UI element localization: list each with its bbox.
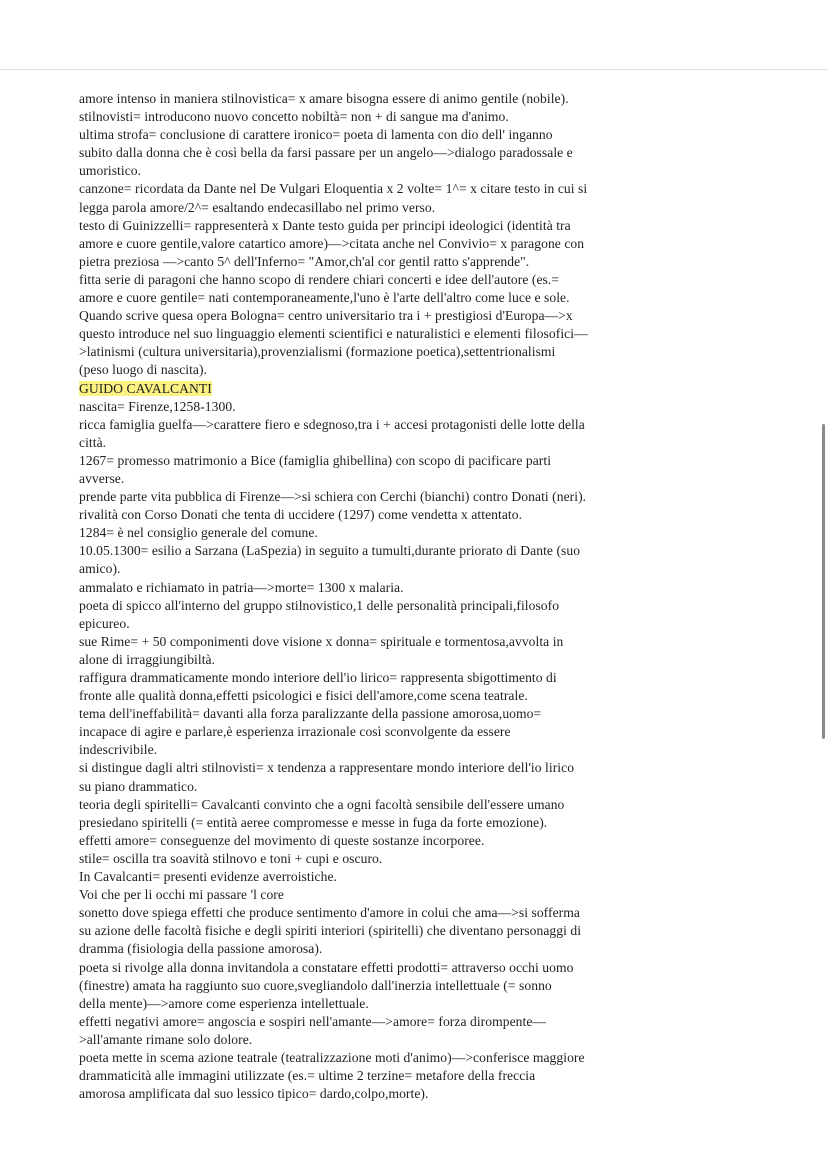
text-line: si distingue dagli altri stilnovisti= x tendenza a rappresentare mondo interiore dell'io lirico: [79, 760, 575, 776]
text-line: indescrivibile.: [79, 742, 158, 758]
text-line: nascita= Firenze,1258-1300.: [79, 398, 236, 414]
text-line: ricca famiglia guelfa—>carattere fiero e sdegnoso,tra i + accesi protagonisti delle lotte della: [79, 416, 585, 432]
text-line: stilnovisti= introducono nuovo concetto nobiltà= non + di sangue ma d'animo.: [79, 109, 509, 125]
text-line: Quando scrive quesa opera Bologna= centro universitario tra i + prestigiosi d'Europa—>x: [79, 308, 573, 324]
text-line: pietra preziosa —>canto 5^ dell'Inferno= "Amor,ch'al cor gentil ratto s'apprende".: [79, 253, 530, 269]
text-line: amore e cuore gentile,valore catartico amore)—>citata anche nel Convivio= x paragone con: [79, 235, 585, 251]
text-line: >all'amante rimane solo dolore.: [79, 1031, 253, 1047]
text-line: rivalità con Corso Donati che tenta di uccidere (1297) come vendetta x attentato.: [79, 507, 523, 523]
text-line: poeta si rivolge alla donna invitandola a constatare effetti prodotti= attraverso occhi uomo: [79, 959, 574, 975]
text-line: effetti amore= conseguenze del movimento di queste sostanze incorporee.: [79, 832, 485, 848]
text-line: poeta mette in scema azione teatrale (teatralizzazione moti d'animo)—>conferisce maggiore: [79, 1049, 585, 1065]
text-line: questo introduce nel suo linguaggio elementi scientifici e naturalistici e elementi filosofici—: [79, 326, 588, 342]
section-heading: [79, 380, 759, 398]
text-line: amore e cuore gentile= nati contemporaneamente,l'uno è l'arte dell'altro come luce e sole.: [79, 290, 570, 306]
text-line: dramma (fisiologia della passione amorosa).: [79, 941, 323, 957]
text-line: ultima strofa= conclusione di carattere ironico= poeta di lamenta con dio dell' inganno: [79, 127, 553, 143]
text-line: su piano drammatico.: [79, 778, 198, 794]
text-line: legga parola amore/2^= esaltando endecasillabo nel primo verso.: [79, 199, 436, 215]
text-line: raffigura drammaticamente mondo interiore dell'io lirico= rappresenta sbigottimento di: [79, 670, 557, 685]
text-line: In Cavalcanti= presenti evidenze averroistiche.: [79, 869, 337, 885]
text-line: stile= oscilla tra soavità stilnovo e toni + cupi e oscuro.: [79, 850, 383, 866]
text-line: canzone= ricordata da Dante nel De Vulgari Eloquentia x 2 volte= 1^= x citare testo in cui si: [79, 181, 588, 197]
text-line: epicureo.: [79, 615, 130, 631]
text-line: presiedano spiritelli (= entità aeree compromesse e messe in fuga da forte emozione).: [79, 814, 548, 830]
text-line: poeta di spicco all'interno del gruppo stilnovistico,1 delle personalità principali,filosofo: [79, 597, 560, 613]
text-line: teoria degli spiritelli= Cavalcanti convinto che a ogni facoltà sensibile dell'essere umano: [79, 796, 565, 812]
text-line: incapace di agire e parlare,è esperienza irrazionale così sconvolgente da essere: [79, 724, 511, 740]
text-line: 10.05.1300= esilio a Sarzana (LaSpezia) in seguito a tumulti,durante priorato di Dante (suo: [79, 543, 581, 559]
text-line: della mente)—>amore come esperienza intellettuale.: [79, 995, 369, 1011]
text-line: drammaticità alle immagini utilizzate (es.= ultime 2 terzine= metafore della freccia: [79, 1068, 536, 1084]
vertical-scrollbar[interactable]: [822, 424, 825, 739]
text-line: sonetto dove spiega effetti che produce sentimento d'amore in colui che ama—>si sofferma: [79, 905, 580, 921]
text-line: avverse.: [79, 470, 125, 486]
document-page: [79, 90, 759, 1103]
text-line: ammalato e richiamato in patria—>morte= 1300 x malaria.: [79, 579, 404, 595]
text-line: Voi che per li occhi mi passare 'l core: [79, 887, 284, 903]
text-line: sue Rime= + 50 componimenti dove visione x donna= spirituale e tormentosa,avvolta in: [79, 633, 564, 649]
text-line: effetti negativi amore= angoscia e sospiri nell'amante—>amore= forza dirompente—: [79, 1013, 547, 1029]
text-line: fronte alle qualità donna,effetti psicologici e fisici dell'amore,come scena teatrale.: [79, 688, 528, 704]
text-line: umoristico.: [79, 163, 142, 179]
page-top-divider: [0, 69, 828, 70]
text-line: alone di irraggiungibiltà.: [79, 651, 216, 667]
text-line: fitta serie di paragoni che hanno scopo di rendere chiari concerti e idee dell'autore (es.=: [79, 271, 560, 287]
text-line: testo di Guinizzelli= rappresenterà x Dante testo guida per principi ideologici (identità tra: [79, 217, 571, 233]
text-line: >latinismi (cultura universitaria),provenzialismi (formazione poetica),settentrionalismi: [79, 344, 556, 360]
text-line: prende parte vita pubblica di Firenze—>si schiera con Cerchi (bianchi) contro Donati (neri).: [79, 489, 587, 505]
text-line: amico).: [79, 561, 121, 577]
text-line: amore intenso in maniera stilnovistica= x amare bisogna essere di animo gentile (nobile).: [79, 91, 569, 106]
text-line: amorosa amplificata dal suo lessico tipico= dardo,colpo,morte).: [79, 1086, 429, 1102]
text-line: città.: [79, 434, 107, 450]
text-line: subito dalla donna che è così bella da farsi passare per un angelo—>dialogo paradossale e: [79, 145, 573, 161]
text-line: su azione delle facoltà fisiche e degli spiriti interiori (spiritelli) che diventano personaggi di: [79, 923, 582, 939]
section-heading-highlight: GUIDO CAVALCANTI: [79, 380, 212, 396]
text-line: 1284= è nel consiglio generale del comune.: [79, 525, 318, 541]
text-line: 1267= promesso matrimonio a Bice (famiglia ghibellina) con scopo di pacificare parti: [79, 452, 552, 468]
text-line: (finestre) amata ha raggiunto suo cuore,svegliandolo dall'inerzia intellettuale (= sonno: [79, 977, 552, 993]
text-line: tema dell'ineffabilità= davanti alla forza paralizzante della passione amorosa,uomo=: [79, 706, 542, 722]
text-line: (peso luogo di nascita).: [79, 362, 208, 378]
